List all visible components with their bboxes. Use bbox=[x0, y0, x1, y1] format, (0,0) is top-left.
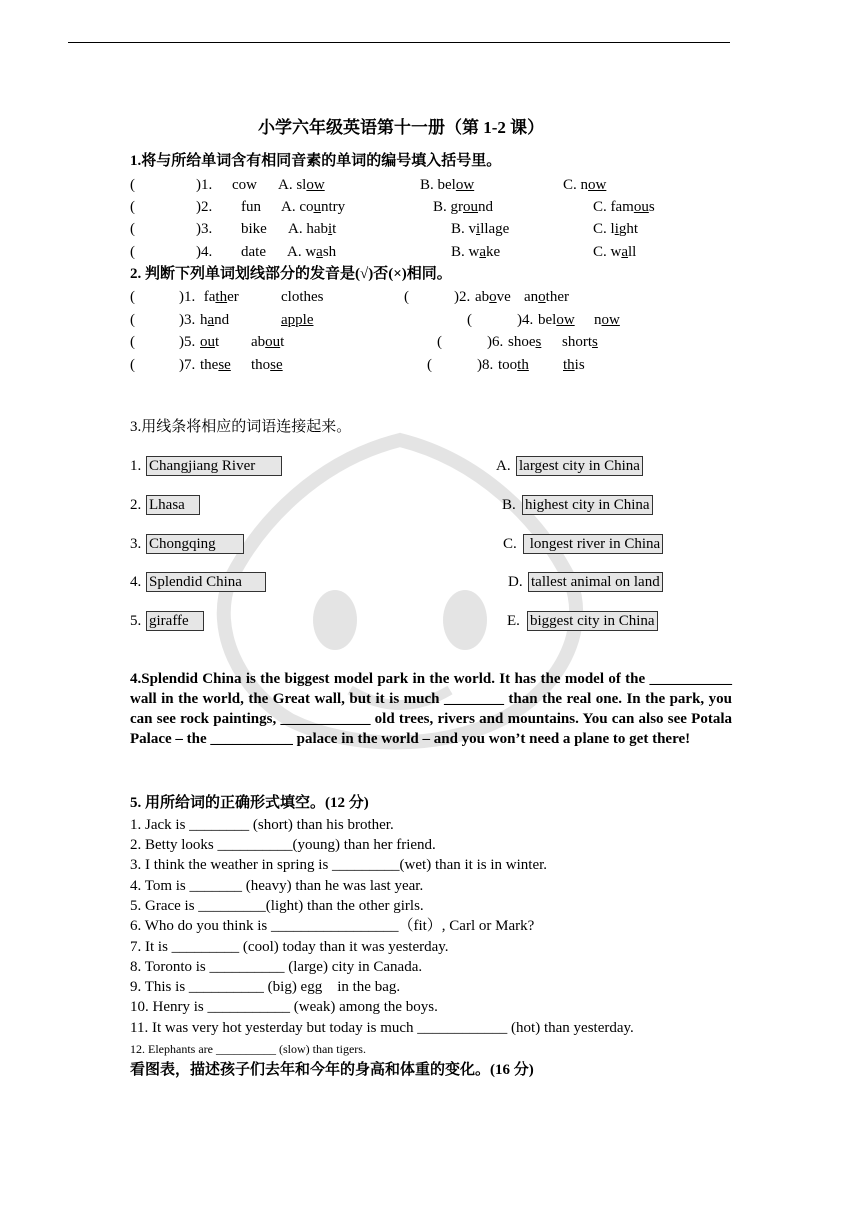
option-b-word-post: llage bbox=[480, 221, 510, 237]
left-word-1 bbox=[200, 287, 239, 307]
q2-heading: 2. 判断下列单词划线部分的发音是(√)否(×)相同。 bbox=[130, 266, 452, 282]
option-a-word-underlined: u bbox=[313, 199, 321, 215]
left-word-1-text bbox=[200, 289, 239, 305]
left-word-1-text-pre: fa bbox=[200, 289, 216, 305]
answer-paren-left[interactable]: ( bbox=[130, 289, 135, 305]
option-a-word bbox=[278, 177, 325, 193]
option-b bbox=[433, 197, 493, 217]
right-word-1 bbox=[475, 287, 511, 307]
option-c bbox=[593, 242, 636, 262]
match-left-number: 4. bbox=[130, 574, 142, 590]
match-left-term[interactable]: Changjiang River bbox=[146, 456, 282, 476]
option-b-word-underlined: ow bbox=[455, 177, 475, 193]
option-b-word-underlined: a bbox=[479, 244, 487, 260]
option-b-word bbox=[420, 177, 474, 193]
answer-paren-right[interactable]: ( bbox=[437, 334, 442, 350]
left-word-1 bbox=[200, 332, 219, 352]
item-number: )2. bbox=[454, 289, 471, 305]
left-word-1 bbox=[200, 355, 231, 375]
option-a-word-pre: A. hab bbox=[288, 221, 328, 237]
fill-in-line: 2. Betty looks __________(young) than her friend. bbox=[130, 837, 436, 853]
right-word-2-text-pre: short bbox=[562, 334, 592, 350]
right-word-1-text-pre: ab bbox=[475, 289, 490, 305]
match-right-letter: A. bbox=[496, 458, 511, 474]
item-number: )7. bbox=[179, 357, 196, 373]
option-c-word-underlined: ou bbox=[633, 199, 649, 215]
right-word-2 bbox=[563, 355, 585, 375]
right-word-2-text-underlined: s bbox=[592, 334, 598, 350]
answer-paren-right[interactable]: ( bbox=[467, 312, 472, 328]
fill-in-line: 9. This is __________ (big) egg in the bag. bbox=[130, 979, 401, 995]
match-left-number: 1. bbox=[130, 458, 142, 474]
left-word-2-underlined: se bbox=[270, 357, 283, 373]
right-word-1-text bbox=[498, 357, 529, 373]
right-word-1-text bbox=[475, 289, 511, 305]
item-word: cow bbox=[232, 177, 257, 193]
left-word-1-text-post: t bbox=[215, 334, 220, 350]
match-right-letter: B. bbox=[502, 497, 516, 513]
answer-paren-open[interactable]: ( bbox=[130, 244, 135, 260]
item-number: )1. bbox=[196, 177, 213, 193]
right-word-2 bbox=[562, 332, 598, 352]
left-word-1-text-pre: h bbox=[200, 312, 208, 328]
right-word-2 bbox=[594, 310, 620, 330]
option-c-word-pre: C. w bbox=[593, 244, 622, 260]
answer-paren-left[interactable]: ( bbox=[130, 312, 135, 328]
left-word-1-text-underlined: th bbox=[215, 289, 228, 305]
fill-in-line: 1. Jack is ________ (short) than his brother. bbox=[130, 817, 394, 833]
header-rule bbox=[68, 42, 730, 43]
right-word-2-text bbox=[524, 289, 569, 305]
left-word-1-text-underlined: se bbox=[218, 357, 231, 373]
right-word-2-text bbox=[562, 334, 598, 350]
option-b bbox=[451, 242, 500, 262]
right-word-2-text-pre: n bbox=[594, 312, 602, 328]
match-right-letter: E. bbox=[507, 613, 520, 629]
item-word: date bbox=[241, 244, 266, 260]
option-b-word bbox=[451, 221, 509, 237]
right-word-2-text bbox=[594, 312, 620, 328]
item-number: )6. bbox=[487, 334, 504, 350]
option-c-word-pre: C. fam bbox=[593, 199, 634, 215]
left-word-2: apple bbox=[281, 312, 314, 328]
fill-in-line: 11. It was very hot yesterday but today is much ____________ (hot) than yesterday. bbox=[130, 1020, 634, 1036]
fill-in-line: 6. Who do you think is _________________（fit）, Carl or Mark? bbox=[130, 918, 535, 934]
left-word-1-text-underlined: ou bbox=[200, 334, 215, 350]
q6-heading: 看图表，描述孩子们去年和今年的身高和体重的变化。(16 分) bbox=[130, 1062, 534, 1078]
match-left-term[interactable]: giraffe bbox=[146, 611, 204, 631]
fill-in-line: 7. It is _________ (cool) today than it was yesterday. bbox=[130, 939, 449, 955]
option-c bbox=[593, 197, 655, 217]
q4-passage: 4.Splendid China is the biggest model park in the world. It has the model of the ___________ wall in the world, the Great wall, but it is much ________ than the real one. In the park, you can see rock paintings, ____________ old trees, rivers and mountains. You can also see Potala Palace – the ___________ palace in the world – and you won’t need a plane to get there! bbox=[130, 671, 732, 747]
option-c bbox=[563, 175, 606, 195]
right-word-2 bbox=[524, 287, 569, 307]
item-number: )4. bbox=[517, 312, 534, 328]
right-word-2-text bbox=[563, 357, 585, 373]
option-c-word bbox=[593, 221, 638, 237]
right-word-1-text-pre: shoe bbox=[508, 334, 536, 350]
item-word: bike bbox=[241, 221, 267, 237]
left-word-1-text bbox=[200, 357, 231, 373]
option-b-word-pre: B. v bbox=[451, 221, 477, 237]
answer-paren-open[interactable]: ( bbox=[130, 177, 135, 193]
option-b-word bbox=[451, 244, 500, 260]
option-a bbox=[278, 175, 325, 195]
answer-paren-left[interactable]: ( bbox=[130, 334, 135, 350]
option-c-word-pre: C. n bbox=[563, 177, 589, 193]
option-b-word-pre: B. w bbox=[451, 244, 480, 260]
right-word-1 bbox=[498, 355, 529, 375]
option-c-word-post: ght bbox=[618, 221, 639, 237]
right-word-2-text-pre: an bbox=[524, 289, 539, 305]
left-word-2-underlined: ou bbox=[265, 334, 281, 350]
option-a-word-post: ntry bbox=[321, 199, 346, 215]
right-word-2-text-post: is bbox=[574, 357, 585, 373]
item-word: fun bbox=[241, 199, 261, 215]
option-a-word bbox=[288, 221, 336, 237]
fill-in-line: 5. Grace is _________(light) than the other girls. bbox=[130, 898, 424, 914]
match-right-term[interactable]: tallest animal on land bbox=[528, 572, 663, 592]
option-b-word-post: nd bbox=[478, 199, 493, 215]
option-a-word bbox=[281, 199, 345, 215]
match-right-term[interactable]: largest city in China bbox=[516, 456, 643, 476]
left-word-1-text-pre: the bbox=[200, 357, 219, 373]
right-word-1-text bbox=[508, 334, 541, 350]
option-a bbox=[287, 242, 336, 262]
right-word-2-text-underlined: o bbox=[538, 289, 546, 305]
left-word-2: clothes bbox=[281, 289, 324, 305]
match-left-number: 3. bbox=[130, 536, 142, 552]
answer-paren-open[interactable]: ( bbox=[130, 221, 135, 237]
match-left-number: 5. bbox=[130, 613, 142, 629]
page-title: 小学六年级英语第十一册（第 1-2 课） bbox=[258, 118, 545, 137]
match-right-term[interactable]: longest river in China bbox=[523, 534, 663, 554]
left-word-1 bbox=[200, 310, 229, 330]
item-number: )8. bbox=[477, 357, 494, 373]
option-a bbox=[281, 197, 345, 217]
match-right-letter: C. bbox=[503, 536, 517, 552]
option-c-word bbox=[563, 177, 606, 193]
fill-in-line: 10. Henry is ___________ (weak) among the boys. bbox=[130, 999, 438, 1015]
option-b-word-underlined: i bbox=[476, 221, 481, 237]
fill-in-line: 4. Tom is _______ (heavy) than he was last year. bbox=[130, 878, 424, 894]
item-number: )1. bbox=[179, 289, 196, 305]
q1-heading: 1.将与所给单词含有相同音素的单词的编号填入括号里。 bbox=[130, 153, 502, 169]
option-c-word bbox=[593, 244, 636, 260]
option-a bbox=[288, 219, 336, 239]
option-b-word-pre: B. bel bbox=[420, 177, 456, 193]
right-word-1-text-underlined: ow bbox=[556, 312, 575, 328]
right-word-2-text-post: ther bbox=[545, 289, 569, 305]
option-a-word-pre: A. w bbox=[287, 244, 317, 260]
item-number: )4. bbox=[196, 244, 213, 260]
answer-paren-right[interactable]: ( bbox=[404, 289, 409, 305]
option-a-word-underlined: ow bbox=[306, 177, 325, 193]
match-right-term[interactable]: biggest city in China bbox=[527, 611, 658, 631]
fill-in-line: 3. I think the weather in spring is _________(wet) than it is in winter. bbox=[130, 857, 548, 873]
right-word-1-text-pre: too bbox=[498, 357, 518, 373]
q5-heading: 5. 用所给词的正确形式填空。(12 分) bbox=[130, 795, 369, 811]
right-word-1-text-underlined: s bbox=[535, 334, 542, 350]
answer-paren-left[interactable]: ( bbox=[130, 357, 135, 373]
option-a-word-underlined: a bbox=[316, 244, 323, 260]
left-word-2 bbox=[251, 355, 283, 375]
option-b bbox=[451, 219, 509, 239]
option-c-word-post: s bbox=[648, 199, 655, 215]
option-c-word bbox=[593, 199, 655, 215]
option-c-word-underlined: a bbox=[621, 244, 629, 260]
option-a-word-post: sh bbox=[322, 244, 337, 260]
right-word-1 bbox=[538, 310, 575, 330]
q5-line-12: 12. Elephants are __________ (slow) than tigers. bbox=[130, 1042, 366, 1056]
item-number: )3. bbox=[196, 221, 213, 237]
match-right-letter: D. bbox=[508, 574, 523, 590]
right-word-1-text-underlined: o bbox=[489, 289, 497, 305]
right-word-1-text bbox=[538, 312, 575, 328]
right-word-1-text-pre: bel bbox=[538, 312, 557, 328]
option-b-word bbox=[433, 199, 493, 215]
left-word-1-text bbox=[200, 312, 229, 328]
match-left-term[interactable]: Splendid China bbox=[146, 572, 266, 592]
option-b-word-post: ke bbox=[486, 244, 501, 260]
right-word-1 bbox=[508, 332, 541, 352]
right-word-1-text-underlined: th bbox=[517, 357, 529, 373]
option-b-word-pre: B. gr bbox=[433, 199, 463, 215]
left-word-2-post: t bbox=[280, 334, 285, 350]
right-word-2-text-underlined: th bbox=[563, 357, 575, 373]
left-word-1-text bbox=[200, 334, 219, 350]
left-word-2-pre: ab bbox=[251, 334, 266, 350]
left-word-1-text-post: nd bbox=[214, 312, 230, 328]
left-word-1-text-underlined: a bbox=[207, 312, 215, 328]
item-number: )5. bbox=[179, 334, 196, 350]
option-a-word-pre: A. co bbox=[281, 199, 314, 215]
option-b bbox=[420, 175, 474, 195]
option-a-word-post: t bbox=[332, 221, 337, 237]
left-word-2 bbox=[251, 332, 284, 352]
item-number: )2. bbox=[196, 199, 213, 215]
right-word-2-text-underlined: ow bbox=[601, 312, 620, 328]
q3-heading: 3.用线条将相应的词语连接起来。 bbox=[130, 419, 352, 435]
option-a-word-underlined: i bbox=[328, 221, 333, 237]
option-c-word-underlined: ow bbox=[588, 177, 607, 193]
left-word-1-text-post: er bbox=[227, 289, 239, 305]
item-number: )3. bbox=[179, 312, 196, 328]
option-c bbox=[593, 219, 638, 239]
left-word-2-pre: tho bbox=[251, 357, 271, 373]
right-word-1-text-post: ve bbox=[496, 289, 511, 305]
answer-paren-right[interactable]: ( bbox=[427, 357, 432, 373]
option-b-word-underlined: ou bbox=[463, 199, 478, 215]
match-left-term[interactable]: Chongqing bbox=[146, 534, 244, 554]
match-left-number: 2. bbox=[130, 497, 142, 513]
answer-paren-open[interactable]: ( bbox=[130, 199, 135, 215]
option-c-word-post: ll bbox=[628, 244, 637, 260]
fill-in-line: 8. Toronto is __________ (large) city in Canada. bbox=[130, 959, 423, 975]
option-a-word bbox=[287, 244, 336, 260]
match-left-term[interactable]: Lhasa bbox=[146, 495, 200, 515]
option-c-word-underlined: i bbox=[614, 221, 619, 237]
match-right-term[interactable]: highest city in China bbox=[522, 495, 653, 515]
option-a-word-pre: A. sl bbox=[278, 177, 307, 193]
option-c-word-pre: C. l bbox=[593, 221, 615, 237]
